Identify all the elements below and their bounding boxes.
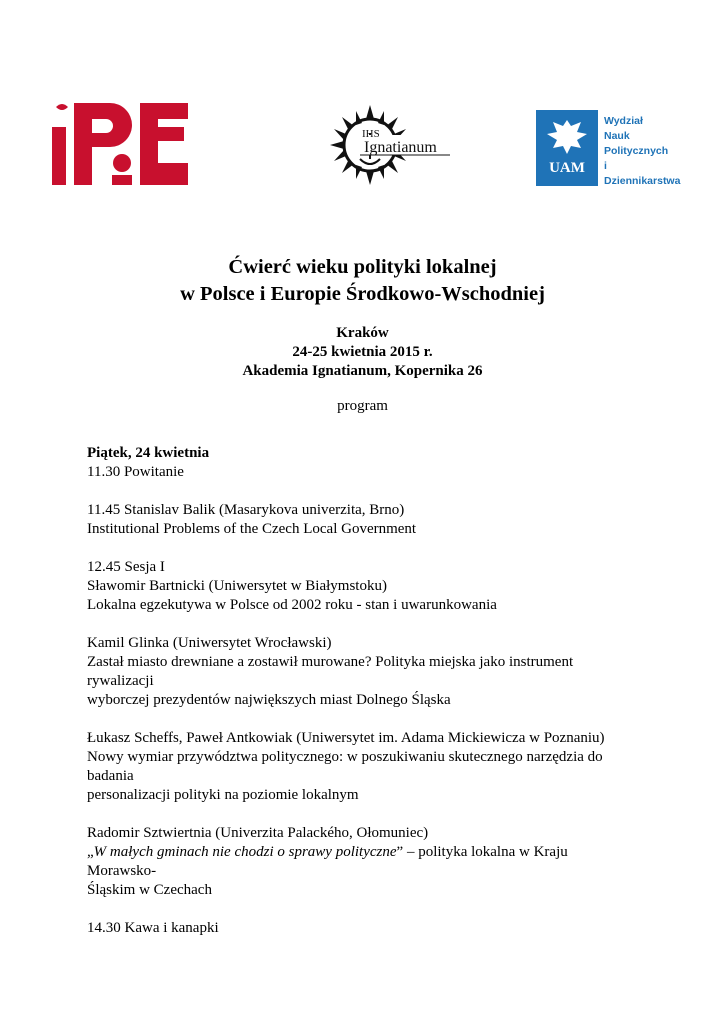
event-venue: Akademia Ignatianum, Kopernika 26 xyxy=(242,363,483,379)
schedule-item-welcome: 11.30 Powitanie xyxy=(87,464,184,480)
ignatianum-logo xyxy=(312,95,454,195)
talk-title-line-2: Śląskim w Czechach xyxy=(87,882,212,898)
ipse-logo xyxy=(50,99,192,187)
schedule-item xyxy=(87,919,640,938)
event-dates: 24-25 kwietnia 2015 r. xyxy=(292,344,433,360)
schedule xyxy=(87,444,640,957)
schedule-item xyxy=(87,824,640,900)
title-line-2: w Polsce i Europie Środkowo-Wschodniej xyxy=(180,283,545,305)
talk-title-line-1: Zastał miasto drewniane a zostawił murowane? Polityka miejska jako instrument rywalizacji xyxy=(87,654,574,689)
uam-logo-line: i Dziennikarstwa xyxy=(604,160,681,187)
talk-title-line-2: personalizacji polityki na poziomie lokalnym xyxy=(87,787,359,803)
schedule-item xyxy=(87,558,640,615)
schedule-item xyxy=(87,634,640,710)
talk-title-line-1 xyxy=(87,843,640,881)
day-heading: Piątek, 24 kwietnia xyxy=(87,445,210,461)
title-line-1: Ćwierć wieku polityki lokalnej xyxy=(228,256,497,278)
ignatianum-logo-text: Ignatianum xyxy=(364,139,437,156)
eagle-icon xyxy=(536,110,598,186)
ignatianum-logo-ihs: IHS xyxy=(362,128,380,140)
quote-open: „ xyxy=(87,844,94,860)
talk-speaker: Łukasz Scheffs, Paweł Antkowiak (Uniwersytet im. Adama Mickiewicza w Poznaniu) xyxy=(87,730,605,746)
talk-speaker: Sławomir Bartnicki (Uniwersytet w Białymstoku) xyxy=(87,578,387,594)
uam-logo xyxy=(536,110,686,186)
talk-title: Lokalna egzekutywa w Polsce od 2002 roku - stan i uwarunkowania xyxy=(87,597,497,613)
uam-logo-line: Wydział xyxy=(604,115,643,127)
schedule-item xyxy=(87,729,640,805)
talk-speaker: 11.45 Stanislav Balik (Masarykova univerzita, Brno) xyxy=(87,502,405,518)
uam-logo-mark xyxy=(536,110,598,186)
schedule-item xyxy=(87,501,640,539)
schedule-item-break: 14.30 Kawa i kanapki xyxy=(87,920,219,936)
talk-speaker: Radomir Sztwiertnia (Univerzita Palackého, Ołomuniec) xyxy=(87,825,429,841)
logo-bar xyxy=(0,95,725,195)
uam-logo-letters: UAM xyxy=(549,160,585,176)
talk-speaker: Kamil Glinka (Uniwersytet Wrocławski) xyxy=(87,635,332,651)
talk-quote: W małych gminach nie chodzi o sprawy polityczne xyxy=(93,844,397,860)
event-city: Kraków xyxy=(336,325,389,341)
uam-logo-line: Nauk Politycznych xyxy=(604,130,669,157)
talk-title-line-1: Nowy wymiar przywództwa politycznego: w poszukiwaniu skutecznego narzędzia do badania xyxy=(87,749,603,784)
uam-logo-text xyxy=(604,114,686,189)
schedule-opening xyxy=(87,444,640,482)
event-info xyxy=(0,324,725,381)
talk-title-rest: ” – polityka lokalna w Kraju Morawsko- xyxy=(87,844,568,879)
talk-title: Institutional Problems of the Czech Local Government xyxy=(87,521,417,537)
program-label: program xyxy=(337,398,388,414)
page-title xyxy=(0,254,725,308)
session-heading: 12.45 Sesja I xyxy=(87,559,165,575)
talk-title-line-2: wyborczej prezydentów największych miast Dolnego Śląska xyxy=(87,692,451,708)
